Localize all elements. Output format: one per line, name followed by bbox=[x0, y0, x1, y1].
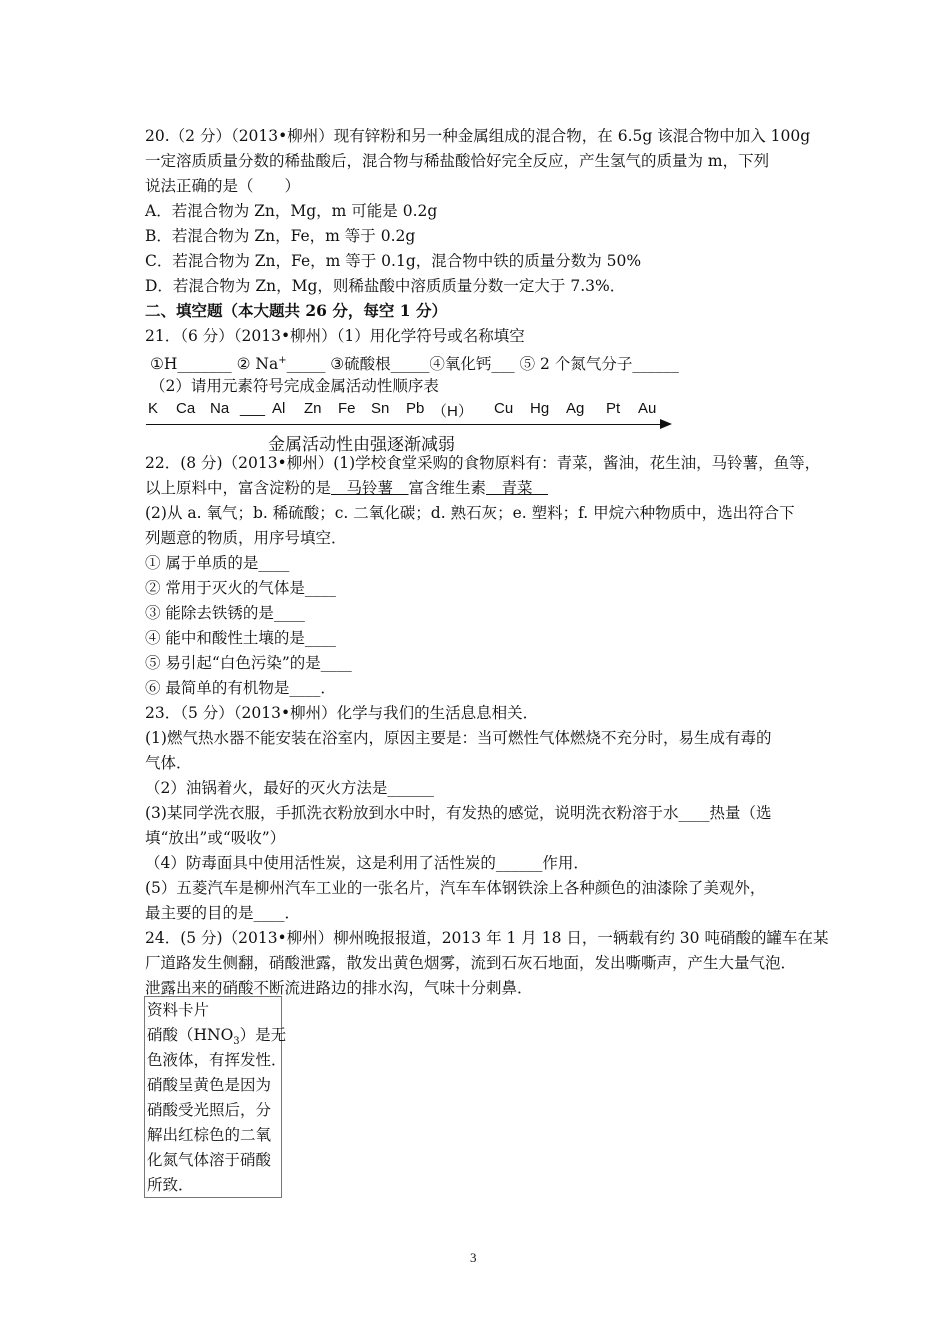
q22-item-1: ① 属于单质的是____ bbox=[145, 554, 290, 572]
q22-item-6: ⑥ 最简单的有机物是____． bbox=[145, 679, 336, 697]
series-pb: Pb bbox=[406, 400, 425, 417]
info-card bbox=[144, 996, 287, 1198]
q20-option-b: B．若混合物为 Zn，Fe，m 等于 0.2g bbox=[145, 227, 416, 245]
q22-item-4: ④ 能中和酸性土壤的是____ bbox=[145, 629, 336, 647]
q22-line-2-part-b: 富含维生素 bbox=[408, 479, 487, 497]
q23-line-4: （2）油锅着火，最好的灭火方法是______ bbox=[145, 779, 434, 797]
series-au: Au bbox=[638, 400, 657, 417]
q21-line-2-part-a: ①H_______ ② Na bbox=[150, 355, 279, 374]
q21-line-1: 21．（6 分）（2013•柳州）（1）用化学符号或名称填空 bbox=[145, 327, 525, 345]
section-2-title: 二、填空题（本大题共 26 分，每空 1 分） bbox=[145, 301, 447, 320]
series-h: （H） bbox=[432, 403, 473, 420]
q20-line-1: 20.（2 分）（2013•柳州）现有锌粉和另一种金属组成的混合物，在 6.5g 该混合物中加入 100g bbox=[145, 127, 811, 145]
q22-line-3: (2)从 a. 氧气；b. 稀硫酸；c. 二氧化碳；d. 熟石灰；e. 塑料；f. 甲烷六种物质中，选出符合下 bbox=[145, 504, 795, 522]
q24-line-2: 厂道路发生侧翻，硝酸泄露，散发出黄色烟雾，流到石灰石地面，发出嘶嘶声，产生大量气泡． bbox=[145, 954, 797, 972]
info-card-line-1-part-a: 硝酸（HNO bbox=[147, 1026, 234, 1044]
q20-option-d: D．若混合物为 Zn，Mg，则稀盐酸中溶质质量分数一定大于 7.3%． bbox=[145, 277, 626, 295]
info-card-title: 资料卡片 bbox=[147, 1001, 210, 1019]
q23-line-3: 气体． bbox=[145, 754, 192, 772]
series-blank: ___ bbox=[240, 400, 266, 417]
q23-line-2: (1)燃气热水器不能安装在浴室内，原因主要是：当可燃性气体燃烧不充分时，易生成有毒的 bbox=[145, 729, 772, 747]
info-card-line-1-part-b: ）是无 bbox=[239, 1026, 287, 1044]
series-fe: Fe bbox=[338, 400, 356, 417]
q23-line-6: 填“放出”或“吸收”） bbox=[145, 829, 286, 847]
q23-line-9: 最主要的目的是____． bbox=[145, 904, 301, 922]
q22-item-2: ② 常用于灭火的气体是____ bbox=[145, 579, 336, 597]
q22-item-5: ⑤ 易引起“白色污染”的是____ bbox=[145, 654, 352, 672]
info-card-line-4: 硝酸受光照后，分 bbox=[147, 1101, 272, 1119]
q21-line-3: （2）请用元素符号完成金属活动性顺序表 bbox=[150, 377, 439, 395]
info-card-line-6: 化氮气体溶于硝酸 bbox=[147, 1151, 272, 1169]
q22-answer-starch: 马铃薯 bbox=[331, 479, 409, 497]
info-card-line-5: 解出红棕色的二氧 bbox=[147, 1126, 272, 1144]
info-card-line-7: 所致． bbox=[147, 1176, 194, 1194]
q23-line-5: (3)某同学洗衣服，手抓洗衣粉放到水中时，有发热的感觉，说明洗衣粉溶于水____热量（选 bbox=[145, 804, 772, 822]
series-ag: Ag bbox=[566, 400, 585, 417]
info-card-line-3: 硝酸呈黄色是因为 bbox=[147, 1076, 272, 1094]
series-sn: Sn bbox=[371, 400, 390, 417]
series-ca: Ca bbox=[176, 400, 196, 417]
q22-line-2 bbox=[145, 477, 548, 499]
series-pt: Pt bbox=[606, 400, 621, 417]
series-k: K bbox=[148, 400, 159, 417]
q21-superscript: + bbox=[278, 355, 287, 366]
q20-line-3: 说法正确的是（ ） bbox=[145, 177, 301, 195]
info-card-subscript: 3 bbox=[233, 1036, 240, 1048]
q24-line-3: 泄露出来的硝酸不断流进路边的排水沟，气味十分刺鼻． bbox=[145, 979, 533, 997]
activity-arrow-caption: 金属活动性由强逐渐减弱 bbox=[268, 435, 455, 455]
series-zn: Zn bbox=[304, 400, 322, 417]
q22-item-3: ③ 能除去铁锈的是____ bbox=[145, 604, 305, 622]
series-na: Na bbox=[210, 400, 230, 417]
q22-line-1: 22．(8 分)（2013•柳州）(1)学校食堂采购的食物原料有：青菜，酱油，花生油，马铃薯，鱼等， bbox=[145, 454, 821, 472]
q22-answer-vitamin: 青菜 bbox=[486, 479, 549, 497]
q21-line-2-part-b: _____ ③硫酸根_____④氧化钙___ ⑤ 2 个氮气分子______ bbox=[286, 355, 679, 374]
q20-line-2: 一定溶质质量分数的稀盐酸后，混合物与稀盐酸恰好完全反应，产生氢气的质量为 m，下列 bbox=[145, 152, 770, 170]
q23-line-1: 23．（5 分）（2013•柳州）化学与我们的生活息息相关． bbox=[145, 704, 539, 722]
series-cu: Cu bbox=[494, 400, 514, 417]
q23-line-8: (5）五菱汽车是柳州汽车工业的一张名片，汽车车体钢铁涂上各种颜色的油漆除了美观外， bbox=[145, 879, 766, 897]
series-al: Al bbox=[272, 400, 286, 417]
q20-option-a: A．若混合物为 Zn，Mg，m 可能是 0.2g bbox=[145, 202, 438, 220]
q23-line-7: （4）防毒面具中使用活性炭，这是利用了活性炭的______作用． bbox=[145, 854, 589, 872]
metal-activity-series bbox=[148, 400, 668, 424]
q22-line-4: 列题意的物质，用序号填空． bbox=[145, 529, 347, 547]
activity-arrow-line bbox=[146, 424, 664, 425]
info-card-line-2: 色液体，有挥发性． bbox=[147, 1051, 287, 1069]
q20-option-c: C．若混合物为 Zn，Fe，m 等于 0.1g，混合物中铁的质量分数为 50% bbox=[145, 252, 642, 270]
q21-line-2 bbox=[150, 350, 679, 375]
q22-line-2-part-a: 以上原料中，富含淀粉的是 bbox=[145, 479, 332, 497]
series-hg: Hg bbox=[530, 400, 550, 417]
q24-line-1: 24．(5 分)（2013•柳州）柳州晚报报道，2013 年 1 月 18 日，一辆载有约 30 吨硝酸的罐车在某 bbox=[145, 929, 829, 947]
activity-arrow-head-icon bbox=[660, 419, 672, 429]
page-number: 3 bbox=[470, 1250, 477, 1265]
